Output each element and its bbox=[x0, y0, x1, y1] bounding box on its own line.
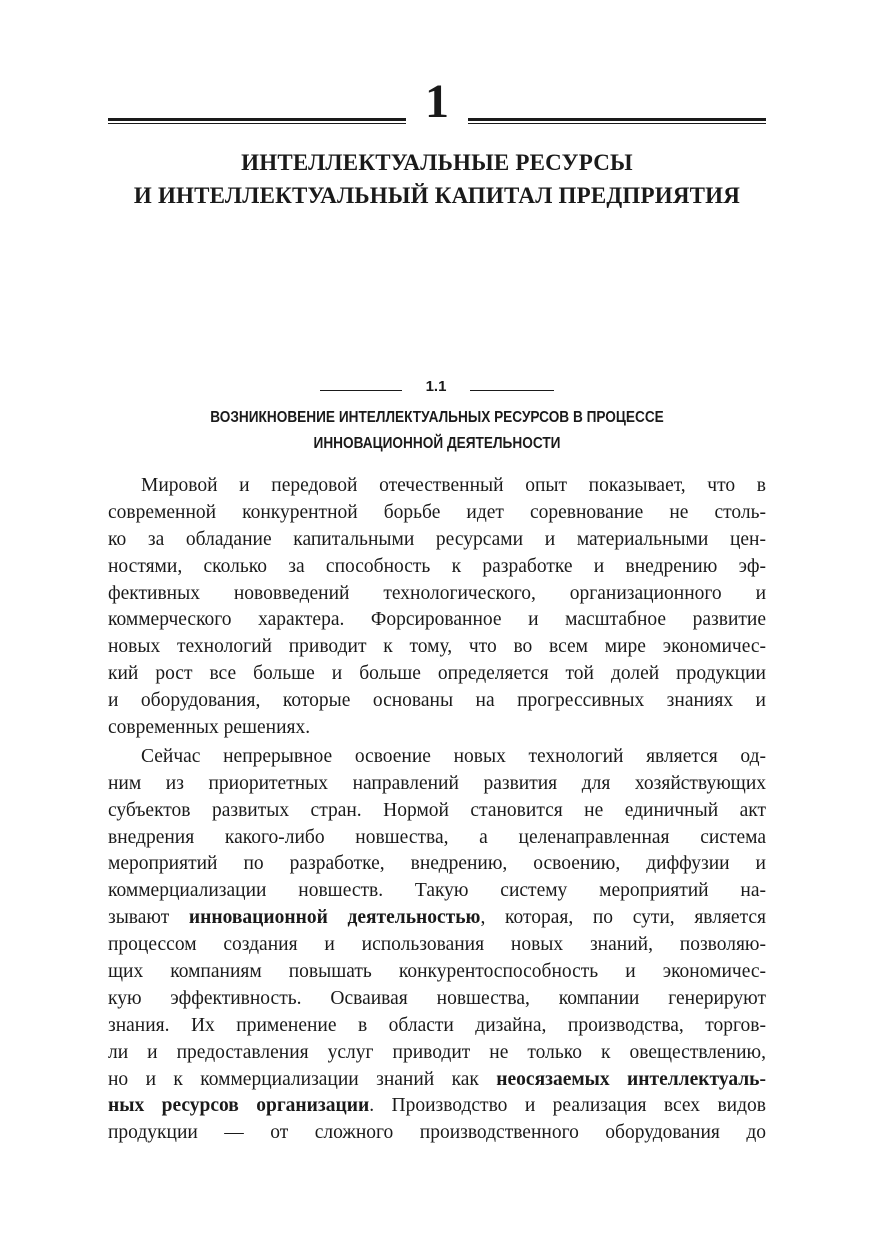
bold-term: ных ресурсов организации bbox=[108, 1095, 370, 1117]
text-run: но и к коммерциализации знаний как bbox=[108, 1068, 497, 1090]
text-line: щих компаниям повышать конкурентоспособность и экономичес- bbox=[108, 961, 766, 983]
text-line: фективных нововведений технологического, организационного и bbox=[108, 582, 766, 604]
paragraph bbox=[108, 473, 766, 742]
text-line: ностями, сколько за способность к разработке и внедрению эф- bbox=[108, 555, 766, 577]
text-line: кую эффективность. Осваивая новшества, компании генерируют bbox=[108, 987, 766, 1009]
text-run: , которая, по сути, является bbox=[480, 907, 766, 929]
text-line: новых технологий приводит к тому, что во всем мире экономичес- bbox=[108, 636, 766, 658]
text-line: мероприятий по разработке, внедрению, освоению, диффузии и bbox=[108, 853, 766, 875]
section-title-line: ВОЗНИКНОВЕНИЕ ИНТЕЛЛЕКТУАЛЬНЫХ РЕСУРСОВ В ПРОЦЕССЕ bbox=[210, 409, 664, 426]
text-line: ли и предоставления услуг приводит не только к овеществлению, bbox=[108, 1041, 766, 1063]
section-rule-right bbox=[470, 390, 554, 391]
text-run: . Производство и реализация всех видов bbox=[369, 1095, 766, 1117]
text-line: коммерческого характера. Форсированное и масштабное развитие bbox=[108, 609, 766, 631]
text-line: и оборудования, которые основаны на прогрессивных знаниях и bbox=[108, 690, 766, 712]
chapter-rule-left bbox=[108, 118, 406, 124]
section-title-line: ИННОВАЦИОННОЙ ДЕЯТЕЛЬНОСТИ bbox=[313, 435, 561, 452]
section-rule-left bbox=[320, 390, 402, 391]
text-line: кий рост все больше и больше определяется той долей продукции bbox=[108, 663, 766, 685]
text-line: субъектов развитых стран. Нормой становится не единичный акт bbox=[108, 799, 766, 821]
chapter-title bbox=[108, 146, 766, 212]
text-line: коммерциализации новшеств. Такую систему мероприятий на- bbox=[108, 880, 766, 902]
chapter-title-line: ИНТЕЛЛЕКТУАЛЬНЫЕ РЕСУРСЫ bbox=[241, 150, 633, 175]
text-line: ко за обладание капитальными ресурсами и материальными цен- bbox=[108, 528, 766, 550]
chapter-header bbox=[108, 75, 766, 128]
text-line: современной конкурентной борьбе идет соревнование не столь- bbox=[108, 501, 766, 523]
text-line: продукции — от сложного производственного оборудования до bbox=[108, 1122, 766, 1144]
body-text bbox=[108, 473, 766, 1147]
section-number: 1.1 bbox=[425, 378, 447, 395]
chapter-number: 1 bbox=[425, 75, 449, 128]
text-line bbox=[108, 1093, 766, 1120]
bold-term: инновационной деятельностью bbox=[188, 907, 481, 929]
text-line: Сейчас непрерывное освоение новых технологий является од- bbox=[141, 745, 766, 767]
chapter-title-line: И ИНТЕЛЛЕКТУАЛЬНЫЙ КАПИТАЛ ПРЕДПРИЯТИЯ bbox=[133, 183, 741, 208]
text-line bbox=[108, 905, 766, 932]
bold-term: неосязаемых интеллектуаль- bbox=[496, 1068, 766, 1090]
text-line: процессом создания и использования новых знаний, позволяю- bbox=[108, 934, 766, 956]
chapter-rule-right bbox=[468, 118, 766, 124]
paragraph bbox=[108, 744, 766, 1147]
section-title bbox=[147, 405, 726, 457]
text-line: Мировой и передовой отечественный опыт показывает, что в bbox=[141, 475, 766, 496]
text-line: современных решениях. bbox=[108, 717, 311, 739]
text-run: зывают bbox=[108, 907, 189, 929]
section-header bbox=[108, 376, 766, 400]
text-line: знания. Их применение в области дизайна, производства, торгов- bbox=[108, 1014, 766, 1036]
text-line: ним из приоритетных направлений развития для хозяйствующих bbox=[108, 772, 766, 794]
text-line: внедрения какого-либо новшества, а целенаправленная система bbox=[108, 826, 766, 848]
text-line bbox=[108, 1067, 766, 1094]
